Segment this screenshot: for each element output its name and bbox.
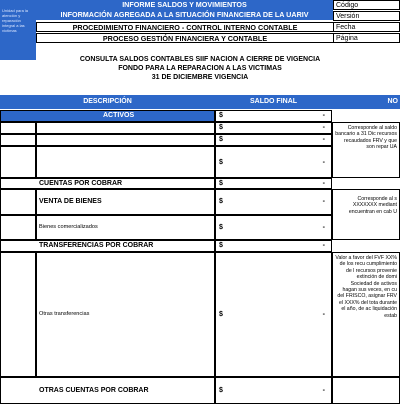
col-header-saldo-final: SALDO FINAL (215, 95, 332, 109)
row-label-otras-cuentas-por-cobrar: OTRAS CUENTAS POR COBRAR (0, 377, 215, 404)
value-dash: - (322, 224, 325, 231)
saldo-otras-transferencias (215, 252, 332, 377)
currency-sign: $ (219, 112, 223, 119)
value-dash: - (322, 180, 325, 187)
row-otras-trans-left (0, 252, 36, 377)
currency-sign: $ (219, 311, 223, 318)
meta-version: Versión (333, 11, 400, 21)
header-title-2: INFORMACIÓN AGREGADA A LA SITUACIÓN FINANCIERA DE LA UARIV (36, 10, 333, 20)
col-header-notas: NO (332, 95, 400, 109)
note-venta-de-bienes: Corresponde al s XXXXXXX mediant encuentran en cab U (332, 189, 400, 240)
value-dash: - (322, 112, 325, 119)
report-title-1: CONSULTA SALDOS CONTABLES SIIF NACION A CIERRE DE VIGENCIA (79, 56, 321, 63)
row-venta-left (0, 189, 36, 215)
value-dash: - (322, 387, 325, 394)
header-process-2: PROCESO GESTIÓN FINANCIERA Y CONTABLE (36, 33, 333, 43)
row-label-bienes-comercializados: Bienes comercializados (36, 215, 215, 240)
saldo-transferencias-por-cobrar (215, 240, 332, 252)
value-dash: - (322, 136, 325, 143)
note-otras-cuentas (332, 377, 400, 404)
row-blank-c-left (0, 146, 36, 178)
saldo-row-c (215, 146, 332, 178)
report-title-2: FONDO PARA LA REPARACION A LAS VICTIMAS (118, 65, 282, 72)
value-dash: - (322, 311, 325, 318)
saldo-cuentas-por-cobrar (215, 178, 332, 189)
row-label-activos: ACTIVOS (0, 110, 215, 122)
meta-fecha: Fecha (333, 22, 400, 32)
currency-sign: $ (219, 198, 223, 205)
saldo-venta-de-bienes (215, 189, 332, 215)
row-blank-a-desc (36, 122, 215, 134)
note-otras-transferencias: Valor a favor del FVF XX% de los recu cumplimiento de l recursos provenie extinción de domi Sociedad de activos hagan sus veces, en cu del FRISCO, asignar FRV el XXX% del tota durante el año, de ac liquidación estab (332, 252, 400, 377)
meta-codigo: Código (333, 0, 400, 10)
row-blank-a-left (0, 122, 36, 134)
currency-sign: $ (219, 180, 223, 187)
logo (0, 0, 36, 60)
row-blank-b-left (0, 134, 36, 146)
currency-sign: $ (219, 159, 223, 166)
report-title-3: 31 DE DICIEMBRE VIGENCIA (151, 74, 249, 81)
row-label-transferencias-por-cobrar: TRANSFERENCIAS POR COBRAR (0, 240, 215, 252)
meta-pagina: Página (333, 33, 400, 43)
currency-sign: $ (219, 387, 223, 394)
saldo-row-a (215, 122, 332, 134)
saldo-activos (215, 110, 332, 122)
currency-sign: $ (219, 224, 223, 231)
note-activos: Corresponde al saldo bancario a 31 Dic recursos recaudados FRV y que son repar UA (332, 122, 400, 178)
value-dash: - (322, 242, 325, 249)
row-blank-c-desc (36, 146, 215, 178)
value-dash: - (322, 124, 325, 131)
row-label-otras-transferencias: Otras transferencias (36, 252, 215, 377)
row-label-venta-de-bienes: VENTA DE BIENES (36, 189, 215, 215)
value-dash: - (322, 159, 325, 166)
saldo-bienes-comercializados (215, 215, 332, 240)
row-bienes-left (0, 215, 36, 240)
logo-text: Unidad para la atención y reparación integral a las víctimas (2, 8, 29, 33)
col-header-descripcion: DESCRIPCIÓN (0, 95, 215, 109)
currency-sign: $ (219, 242, 223, 249)
header-process-1: PROCEDIMIENTO FINANCIERO - CONTROL INTERNO CONTABLE (36, 22, 333, 32)
value-dash: - (322, 198, 325, 205)
row-label-cuentas-por-cobrar: CUENTAS POR COBRAR (0, 178, 215, 189)
header-title-1: INFORME SALDOS Y MOVIMIENTOS (36, 0, 333, 10)
currency-sign: $ (219, 124, 223, 131)
saldo-row-b (215, 134, 332, 146)
saldo-otras-cuentas-por-cobrar (215, 377, 332, 404)
row-blank-b-desc (36, 134, 215, 146)
currency-sign: $ (219, 136, 223, 143)
